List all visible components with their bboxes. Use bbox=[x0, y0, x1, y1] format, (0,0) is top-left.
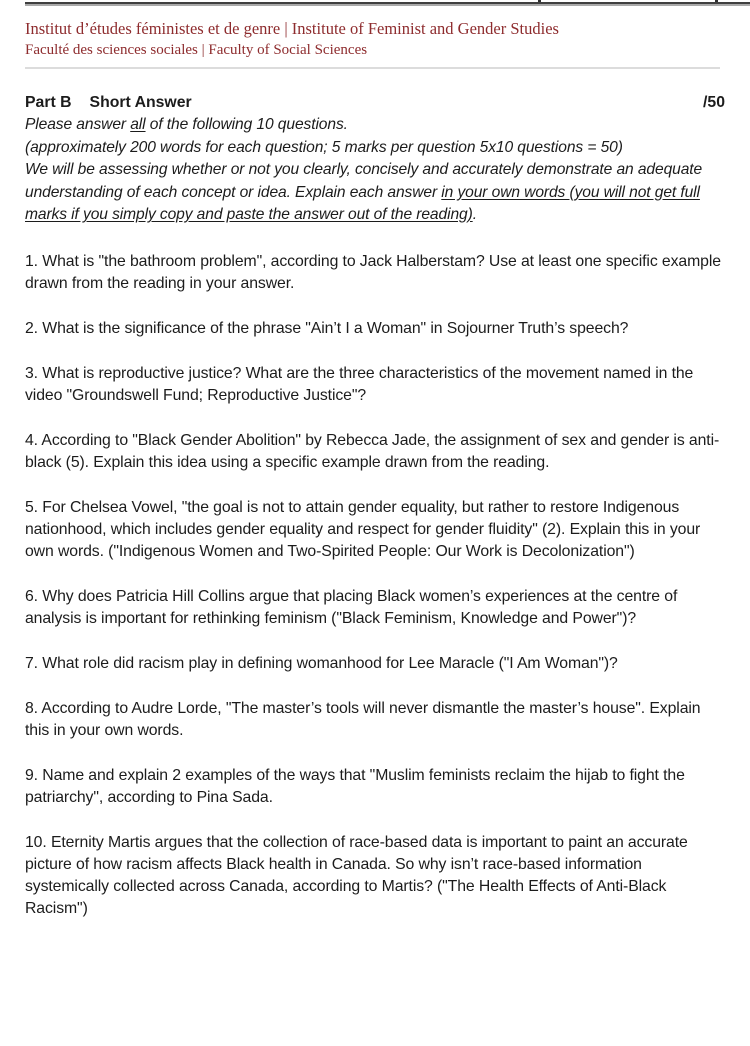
section-heading bbox=[25, 92, 725, 114]
instruction-text: Please answer bbox=[25, 116, 131, 133]
question-3: 3. What is reproductive justice? What are the three characteristics of the movement named in the video "Groundswell Fund; Reproductive Justice"? bbox=[25, 364, 694, 404]
question-10: 10. Eternity Martis argues that the collection of race-based data is important to paint an accurate picture of how racism affects Black health in Canada. So why isn’t race-based information systemically collected across Canada, according to Martis? ("The Health Effects of Anti-Black Racism") bbox=[25, 833, 688, 917]
institution-header bbox=[25, 17, 725, 61]
faculty-name: Faculté des sciences sociales | Faculty of Social Sciences bbox=[25, 42, 368, 58]
question-6: 6. Why does Patricia Hill Collins argue that placing Black women’s experiences at the centre of analysis is important for rethinking feminism ("Black Feminism, Knowledge and Power")? bbox=[25, 587, 678, 627]
instruction-text: . bbox=[472, 206, 477, 223]
instruction-line-1 bbox=[25, 114, 725, 137]
question-4: 4. According to "Black Gender Abolition" by Rebecca Jade, the assignment of sex and gender is anti-black (5). Explain this idea using a specific example drawn from the reading. bbox=[25, 431, 720, 471]
question-8: 8. According to Audre Lorde, "The master’s tools will never dismantle the master’s house". Explain this in your own words. bbox=[25, 699, 701, 739]
instruction-underlined-text: in your own words (you will not get full marks if you simply copy and paste the answer out of the reading) bbox=[25, 183, 700, 223]
section-title: Short Answer bbox=[89, 94, 192, 111]
instruction-text: We will be assessing whether or not you clearly, concisely and accurately demonstrate an adequate understanding of each concept or idea. Explain each answer bbox=[25, 161, 703, 201]
header-divider bbox=[25, 67, 720, 69]
table-border-line bbox=[25, 2, 750, 6]
instruction-underlined-text: all bbox=[130, 116, 146, 133]
cropped-table-border bbox=[25, 0, 725, 7]
instruction-line-2: (approximately 200 words for each question; 5 marks per question 5x10 questions = 50) bbox=[25, 138, 623, 156]
part-label: Part B bbox=[25, 94, 72, 111]
question-7: 7. What role did racism play in defining womanhood for Lee Maracle ("I Am Woman")? bbox=[25, 654, 618, 672]
instructions-block bbox=[25, 114, 725, 227]
institute-name: Institut d’études féministes et de genre | Institute of Feminist and Gender Studies bbox=[25, 19, 559, 38]
question-5: 5. For Chelsea Vowel, "the goal is not to attain gender equality, but rather to restore Indigenous nationhood, which includes gender equality and respect for gender fluidity" (2). Explain this in your own words. ("Indigenous Women and Two-Spirited People: Our Work is Decolonization") bbox=[25, 498, 701, 560]
score-field: /50 bbox=[703, 94, 725, 111]
question-9: 9. Name and explain 2 examples of the ways that "Muslim feminists reclaim the hijab to fight the patriarchy", according to Pina Sada. bbox=[25, 766, 685, 806]
question-1: 1. What is "the bathroom problem", according to Jack Halberstam? Use at least one specific example drawn from the reading in your answer. bbox=[25, 252, 721, 292]
instruction-text: of the following 10 questions. bbox=[145, 116, 348, 133]
question-list bbox=[25, 251, 725, 920]
instruction-line-3 bbox=[25, 159, 725, 227]
question-2: 2. What is the significance of the phrase "Ain’t I a Woman" in Sojourner Truth’s speech? bbox=[25, 319, 629, 337]
